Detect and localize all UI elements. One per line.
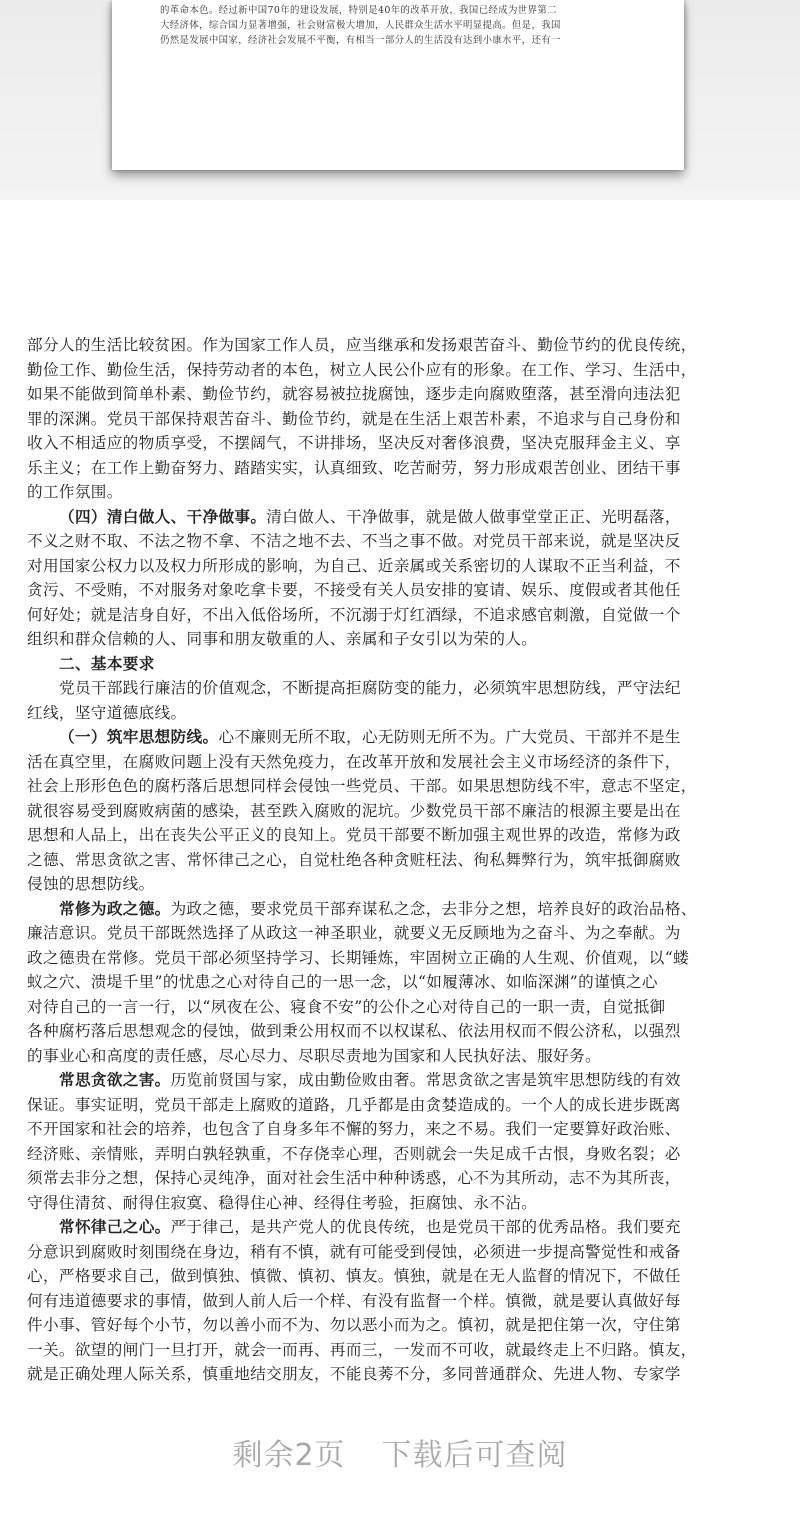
preview-text (160, 3, 640, 48)
text-line: 各种腐朽落后思想观念的侵蚀，做到秉公用权而不以权谋私、依法用权而不假公济私，以强烈 (27, 1022, 681, 1040)
text-line: 一关。欲望的闸门一旦打开，就会一而再、再而三，一发而不可收，就最终走上不归路。慎友， (27, 1340, 697, 1359)
text-line: 蚁之穴、溃堤千里”的忧患之心对待自己的一思一念，以“如履薄冰、如临深渊”的谨慎之心 (27, 973, 658, 991)
text-line: 红线，坚守道德底线。 (27, 703, 187, 722)
text-line: 的事业心和高度的责任感，尽心尽力、尽职尽责地为国家和人民执好法、服好务。 (27, 1046, 601, 1065)
text-line: 分意识到腐败时刻围绕在身边，稍有不慎，就有可能受到侵蚀，必须进一步提高警觉性和戒备 (27, 1242, 681, 1261)
section-heading: 常怀律己之心。 (59, 1217, 171, 1236)
text-run: 为政之德，要求党员干部弃谋私之念，去非分之想，培养良好的政治品格、 (170, 899, 697, 918)
text-line: 心，严格要求自己，做到慎独、慎微、慎初、慎友。慎独，就是在无人监督的情况下，不做任 (27, 1267, 681, 1285)
preview-line: 的革命本色。经过新中国70年的建设发展，特别是40年的改革开放，我国已经成为世界第二 (160, 5, 557, 16)
text-line: 思想和人品上，出在丧失公平正义的良知上。党员干部要不断加强主观世界的改造，常修为政 (27, 826, 681, 844)
remaining-pages-label[interactable]: 剩余2页 (232, 1438, 346, 1473)
text-line: 须常去非分之想，保持心灵纯净，面对社会生活中种种诱惑，心不为其所动，志不为其所丧， (27, 1169, 681, 1187)
preview-line: 大经济体，综合国力显著增强，社会财富极大增加，人民群众生活水平明显提高。但是，我国 (160, 20, 561, 31)
text-line: 活在真空里，在腐败问题上没有天然免疫力，在改革开放和发展社会主义市场经济的条件下， (27, 752, 681, 771)
text-line: 党员干部践行廉洁的价值观念，不断提高拒腐防变的能力，必须筑牢思想防线，严守法纪 (59, 679, 681, 697)
text-line: 不义之财不取、不法之物不拿、不洁之地不去、不当之事不做。对党员干部来说，就是坚决反 (27, 532, 681, 550)
text-line: 廉洁意识。党员干部既然选择了从政这一神圣职业，就要义无反顾地为之奋斗、为之奉献。为 (27, 924, 681, 942)
chapter-heading: 二、基本要求 (59, 653, 155, 673)
paragraph-first-line (27, 505, 775, 530)
text-line: 经济账、亲情账，弄明白孰轻孰重，不存侥幸心理，否则就会一失足成千古恨，身败名裂；必 (27, 1144, 681, 1163)
text-line: 部分人的生活比较贫困。作为国家工作人员，应当继承和发扬艰苦奋斗、勤俭节约的优良传统， (27, 336, 697, 354)
text-line: 乐主义；在工作上勤奋努力、踏踏实实，认真细致、吃苦耐劳，努力形成艰苦创业、团结干事 (27, 458, 681, 477)
text-line: 对待自己的一言一行，以“夙夜在公、寝食不安”的公仆之心对待自己的一职一责，自觉抵御 (27, 997, 666, 1016)
text-line: 之德、常思贪欲之害、常怀律己之心，自觉杜绝各种贪赃枉法、徇私舞弊行为，筑牢抵御腐败 (27, 850, 681, 869)
text-line: 政之德贵在常修。党员干部必须坚持学习、长期锤炼，牢固树立正确的人生观、价值观，以“蝼 (27, 948, 690, 967)
section-heading: 常修为政之德。 (59, 898, 171, 918)
text-line: 何好处；就是洁身自好，不出入低俗场所，不沉溺于灯红酒绿，不追求感官刺激，自觉做一个 (27, 605, 681, 624)
text-line: 如果不能做到简单朴素、勤俭节约，就容易被拉拢腐蚀，逐步走向腐败堕落，甚至滑向违法犯 (27, 385, 681, 403)
text-line: 组织和群众信赖的人、同事和朋友敬重的人、亲属和子女引以为荣的人。 (27, 630, 538, 648)
text-line: 不开国家和社会的培养，也包含了自身多年不懈的努力，来之不易。我们一定要算好政治账、 (27, 1120, 681, 1138)
text-line: 罪的深渊。党员干部保持艰苦奋斗、勤俭节约，就是在生活上艰苦朴素，不追求与自己身份和 (27, 409, 681, 428)
preview-line: 仍然是发展中国家，经济社会发展不平衡，有相当一部分人的生活没有达到小康水平，还有一 (160, 35, 561, 46)
download-prompt[interactable] (0, 1430, 800, 1474)
text-line: 保证。事实证明，党员干部走上腐败的道路，几乎都是由贪婪造成的。一个人的成长进步既离 (27, 1095, 681, 1114)
text-line: 勤俭工作、勤俭生活，保持劳动者的本色，树立人民公仆应有的形象。在工作、学习、生活中， (27, 360, 697, 379)
text-line: 对用国家公权力以及权力所形成的影响，为自己、近亲属或关系密切的人谋取不正当利益，不 (27, 556, 681, 575)
section-heading: （一）筑牢思想防线。 (59, 727, 219, 746)
text-line: 就是正确处理人际关系，慎重地结交朋友，不能良莠不分，多同普通群众、先进人物、专家学 (27, 1365, 681, 1383)
text-line: 守得住清贫、耐得住寂寞、稳得住心神、经得住考验，拒腐蚀、永不沾。 (27, 1193, 538, 1212)
paragraph-first-line (27, 1068, 775, 1093)
paragraph-first-line (27, 897, 775, 922)
preview-area (0, 0, 800, 200)
section-heading: （四）清白做人、干净做事。 (59, 506, 267, 526)
download-to-view-label[interactable]: 下载后可查阅 (381, 1438, 568, 1473)
paragraph-first-line (27, 725, 775, 750)
text-run: 清白做人、干净做事，就是做人做事堂堂正正、光明磊落， (266, 507, 681, 526)
text-line: 侵蚀的思想防线。 (27, 875, 155, 893)
text-line: 的工作氛围。 (27, 483, 123, 501)
text-line: 社会上形形色色的腐朽落后思想同样会侵蚀一些党员、干部。如果思想防线不牢，意志不坚定， (27, 777, 697, 795)
document-body (27, 333, 775, 1387)
text-line: 收入不相适应的物质享受，不摆阔气，不讲排场，坚决反对奢侈浪费，坚决克服拜金主义、享 (27, 434, 681, 452)
preview-page-card (112, 0, 684, 170)
section-heading: 常思贪欲之害。 (59, 1070, 171, 1089)
text-run: 历览前贤国与家，成由勤俭败由奢。常思贪欲之害是筑牢思想防线的有效 (170, 1071, 681, 1089)
text-line: 就很容易受到腐败病菌的感染，甚至跌入腐败的泥坑。少数党员干部不廉洁的根源主要是出在 (27, 801, 681, 820)
text-line: 何有违道德要求的事情，做到人前人后一个样、有没有监督一个样。慎微，就是要认真做好每 (27, 1291, 681, 1310)
paragraph-first-line (27, 1215, 775, 1240)
text-line: 贪污、不受贿，不对服务对象吃拿卡要，不接受有关人员安排的宴请、娱乐、度假或者其他任 (27, 581, 681, 599)
text-run: 心不廉则无所不取，心无防则无所不为。广大党员、干部并不是生 (218, 728, 681, 746)
text-line: 件小事、管好每个小节，勿以善小而不为、勿以恶小而为之。慎初，就是把住第一次，守住第 (27, 1316, 681, 1334)
text-run: 严于律己，是共产党人的优良传统，也是党员干部的优秀品格。我们要充 (170, 1218, 681, 1236)
